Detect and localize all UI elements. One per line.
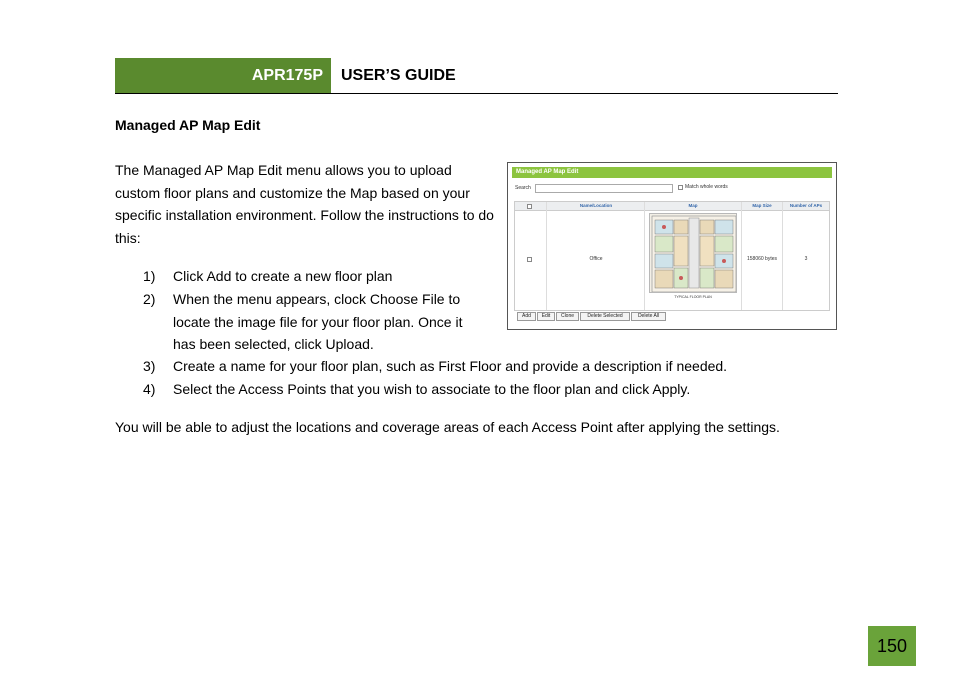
page-number: 150 (868, 626, 916, 666)
match-whole-words-checkbox[interactable] (678, 185, 683, 190)
step-text: Click Add to create a new floor plan (173, 268, 393, 284)
intro-paragraph: The Managed AP Map Edit menu allows you to upload custom floor plans and customize the Map based on your specific installation environment. Follow the instructions to do this: (115, 162, 494, 246)
row-ap-count: 3 (804, 256, 808, 262)
map-caption: TYPICAL FLOOR PLAN (674, 295, 712, 299)
section-title: Managed AP Map Edit (115, 117, 261, 133)
outro-paragraph: You will be able to adjust the locations and coverage areas of each Access Point after applying the settings. (115, 419, 780, 435)
row-map-size: 158060 bytes (746, 256, 778, 262)
floor-plan-image (650, 214, 737, 293)
row-name: Office (589, 256, 603, 262)
col-map-size: Map Size (752, 203, 772, 208)
map-edit-screenshot (507, 162, 837, 330)
select-all-checkbox[interactable] (527, 204, 532, 209)
guide-title: USER’S GUIDE (341, 67, 456, 84)
step-text: Create a name for your floor plan, such as First Floor and provide a description if needed. (173, 358, 728, 374)
edit-button[interactable]: Edit (537, 312, 555, 321)
product-model-badge: APR175P (115, 58, 331, 94)
delete-selected-button[interactable]: Delete Selected (580, 312, 630, 321)
step-number: 2) (143, 291, 156, 307)
clone-button[interactable]: Clone (556, 312, 579, 321)
floor-plan-thumbnail (649, 213, 737, 293)
step-2 (143, 288, 503, 356)
delete-all-button[interactable]: Delete All (631, 312, 666, 321)
search-input[interactable] (535, 184, 673, 193)
col-number-of-aps: Number of APs (789, 203, 823, 208)
step-text: When the menu appears, clock Choose File to (173, 291, 461, 307)
step-number: 4) (143, 381, 156, 397)
step-text: has been selected, click Upload. (173, 336, 374, 352)
header-divider (115, 93, 838, 94)
col-name-location: Name/Location (579, 203, 613, 208)
match-whole-words-label: Match whole words (685, 184, 728, 190)
step-number: 3) (143, 358, 156, 374)
step-text: locate the image file for your floor plan. Once it (173, 313, 463, 330)
step-number: 1) (143, 268, 156, 284)
step-text: Select the Access Points that you wish to associate to the floor plan and click Apply. (173, 381, 691, 397)
search-label: Search (515, 185, 531, 191)
panel-title-bar: Managed AP Map Edit (512, 167, 832, 178)
col-map: Map (688, 203, 698, 208)
map-table (514, 201, 830, 311)
add-button[interactable]: Add (517, 312, 536, 321)
row-checkbox[interactable] (527, 257, 532, 262)
